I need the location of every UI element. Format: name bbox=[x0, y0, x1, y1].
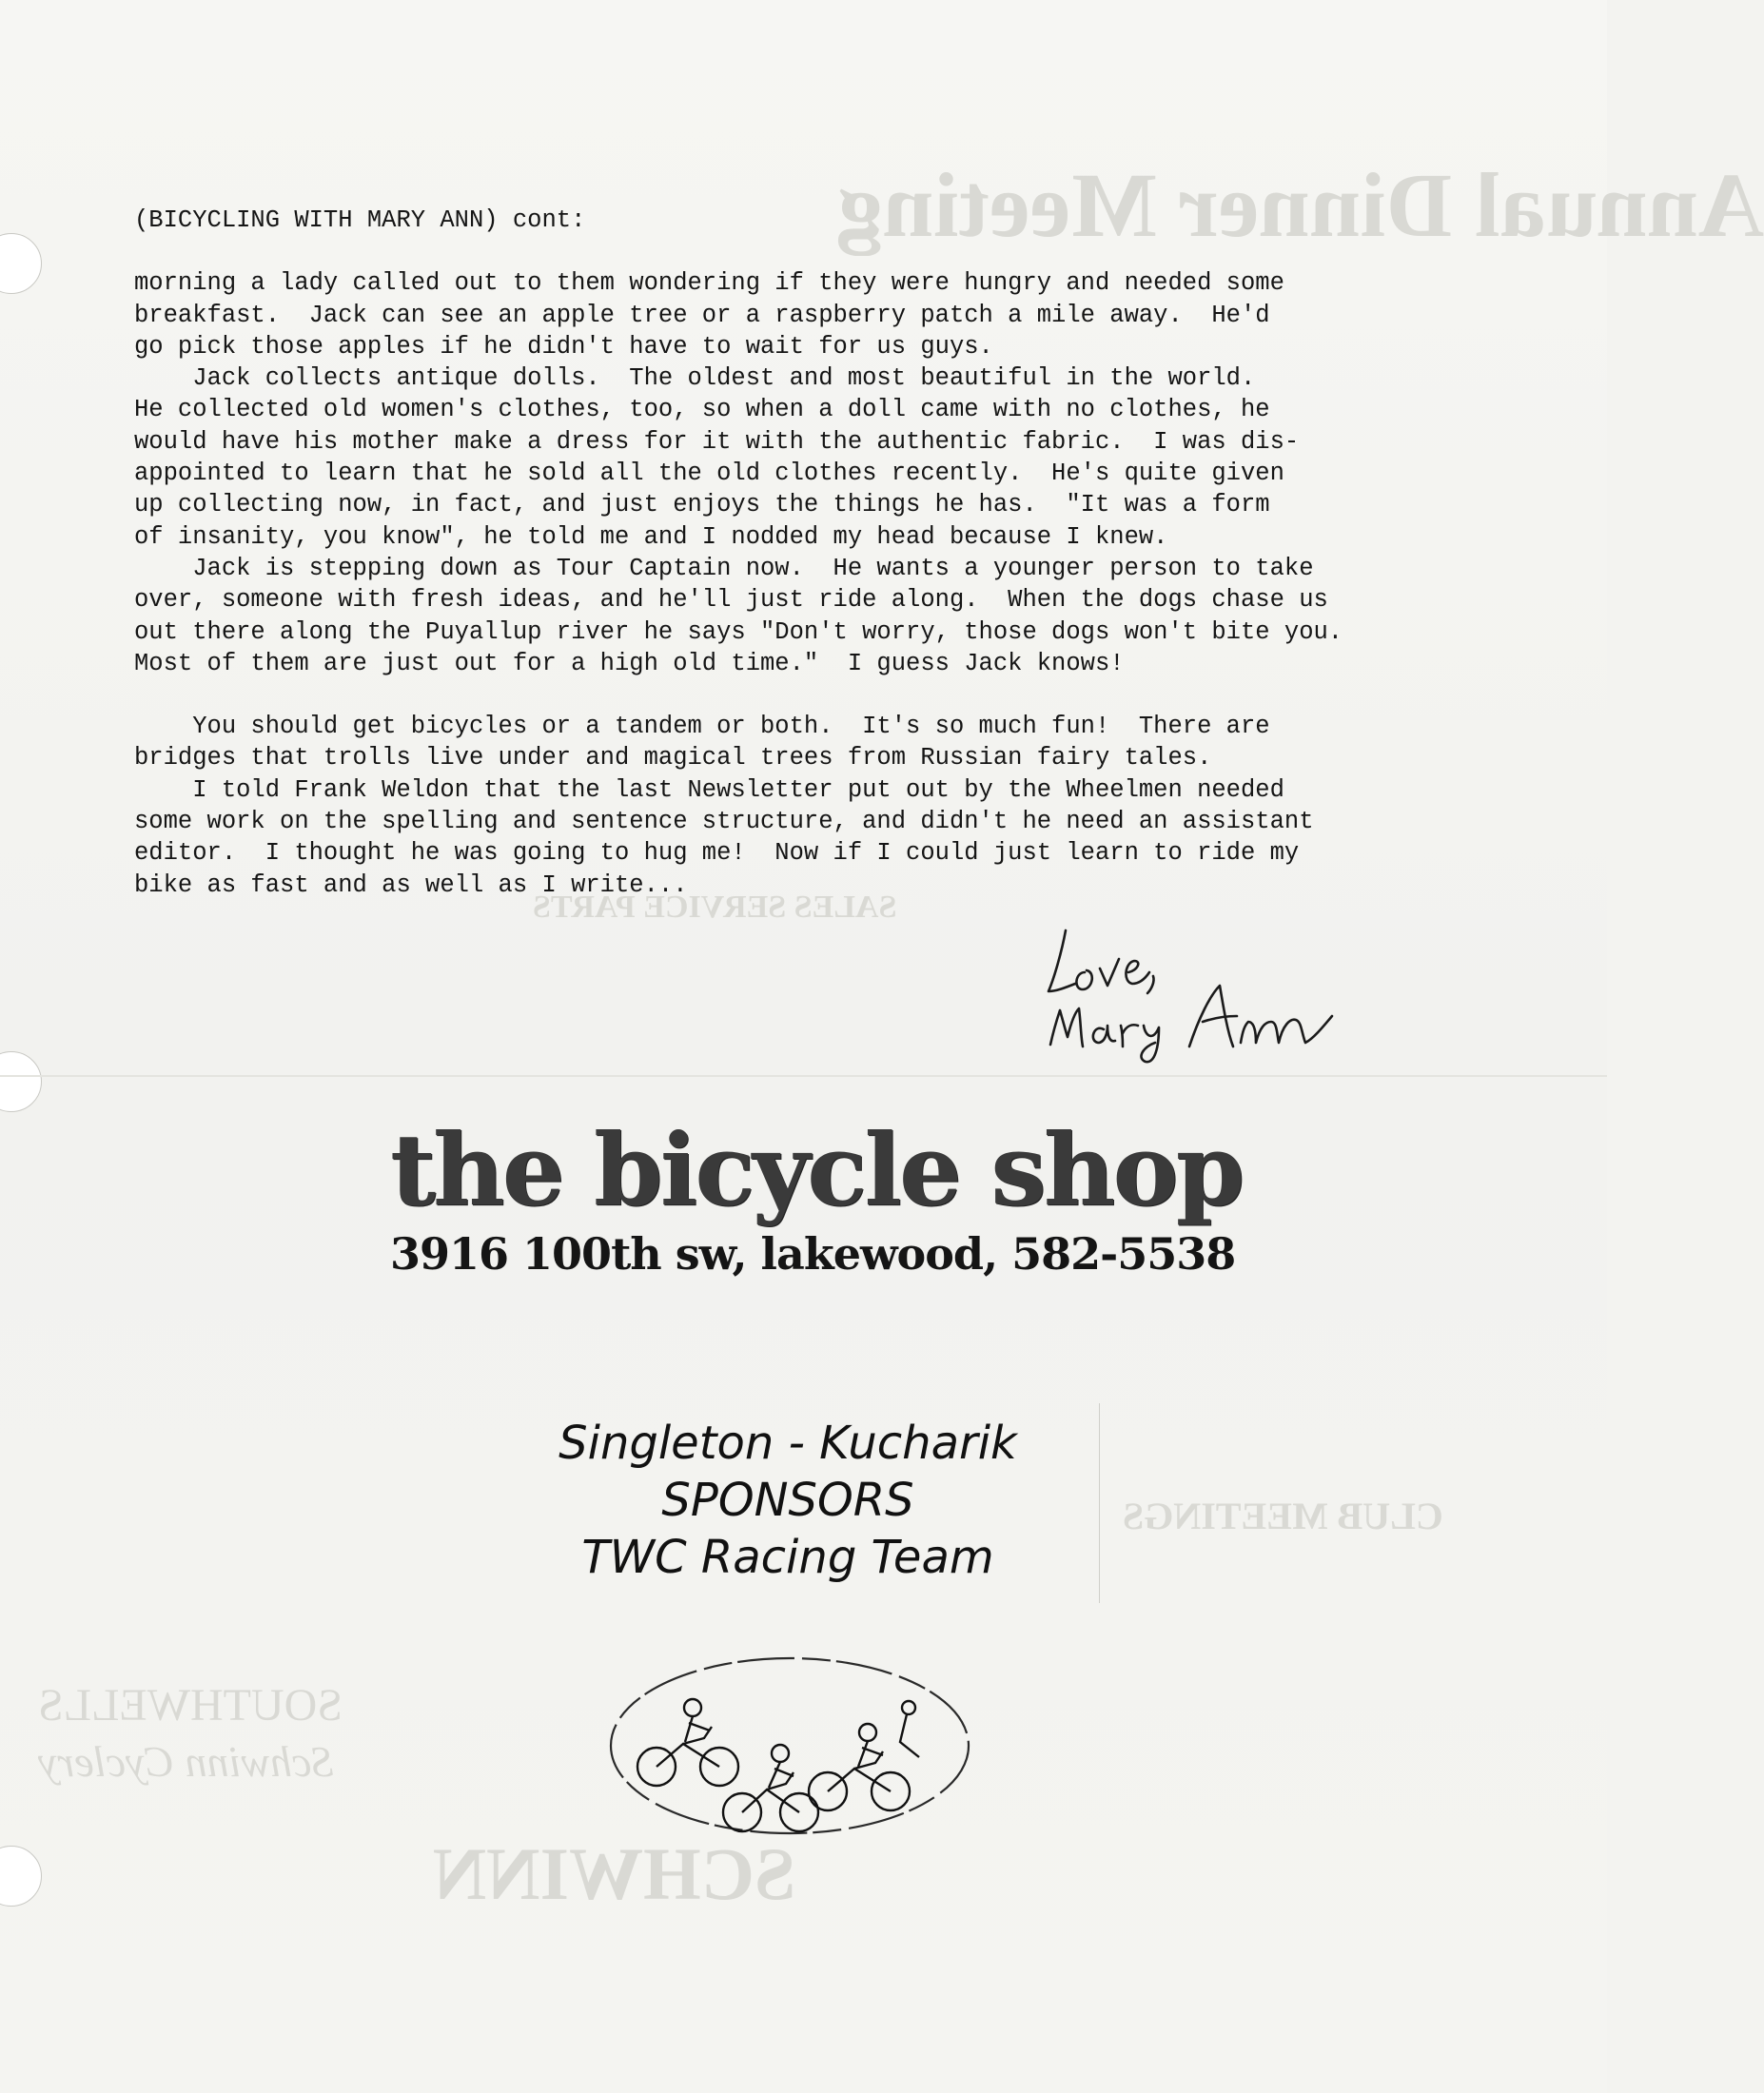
letter-line: Jack collects antique dolls. The oldest and most beautiful in the world. bbox=[134, 364, 1256, 393]
letter-heading: (BICYCLING WITH MARY ANN) cont: bbox=[134, 206, 586, 234]
cyclists-drawing bbox=[599, 1651, 970, 1841]
letter-line: breakfast. Jack can see an apple tree or a raspberry patch a mile away. He'd bbox=[134, 301, 1270, 329]
letter-line: Most of them are just out for a high old time." I guess Jack knows! bbox=[134, 649, 1125, 677]
letter-line: bike as fast and as well as I write... bbox=[134, 870, 688, 899]
sponsor-text bbox=[493, 1415, 1083, 1586]
shop-name: the bicycle shop bbox=[390, 1111, 1243, 1228]
paragraph-gap bbox=[134, 679, 1485, 711]
bleed-through-schwinn: SCHWINN bbox=[433, 1832, 796, 1915]
binder-hole-middle bbox=[0, 1051, 42, 1112]
shop-address: 3916 100th sw, lakewood, 582-5538 bbox=[390, 1228, 1236, 1280]
letter-line: go pick those apples if he didn't have to wait for us guys. bbox=[134, 332, 993, 361]
letter-line: editor. I thought he was going to hug me! Now if I could just learn to ride my bbox=[134, 839, 1300, 868]
sponsor-line-team: TWC Racing Team bbox=[581, 1531, 994, 1584]
letter-line: Jack is stepping down as Tour Captain now. He wants a younger person to take bbox=[134, 554, 1314, 582]
letter-line: some work on the spelling and sentence structure, and didn't he need an assistant bbox=[134, 808, 1314, 836]
letter-line: appointed to learn that he sold all the old clothes recently. He's quite given bbox=[134, 460, 1284, 488]
bleed-through-cyclery: Schwinn Cyclery bbox=[38, 1737, 334, 1786]
handwritten-signature bbox=[1037, 904, 1380, 1066]
fold-crease bbox=[0, 1075, 1607, 1077]
letter-line: He collected old women's clothes, too, so when a doll came with no clothes, he bbox=[134, 396, 1270, 424]
binder-hole-top bbox=[0, 233, 42, 294]
sponsor-notice bbox=[485, 1403, 1100, 1603]
bleed-through-sales: SALES SERVICE PARTS bbox=[533, 890, 897, 925]
letter-line: of insanity, you know", he told me and I nodded my head because I knew. bbox=[134, 522, 1168, 551]
bleed-through-club: CLUB MEETINGS bbox=[1123, 1495, 1443, 1537]
binder-hole-bottom bbox=[0, 1846, 42, 1907]
bleed-through-southwells: SOUTHWELLS bbox=[38, 1680, 343, 1731]
sponsor-line-names: Singleton - Kucharik bbox=[559, 1417, 1017, 1470]
letter-line: You should get bicycles or a tandem or both. It's so much fun! There are bbox=[134, 713, 1270, 741]
letter-line: would have his mother make a dress for it with the authentic fabric. I was dis- bbox=[134, 427, 1300, 456]
letter-line: up collecting now, in fact, and just enjoys the things he has. "It was a form bbox=[134, 491, 1270, 519]
letter-line: I told Frank Weldon that the last Newsletter put out by the Wheelmen needed bbox=[134, 775, 1284, 804]
letter-line: over, someone with fresh ideas, and he'll just ride along. When the dogs chase us bbox=[134, 586, 1328, 615]
sponsor-line-sponsors: SPONSORS bbox=[661, 1474, 914, 1527]
letter-line: out there along the Puyallup river he says "Don't worry, those dogs won't bite you. bbox=[134, 617, 1343, 646]
letter-body bbox=[134, 205, 1485, 901]
bleed-through-title: Annual Dinner Meeting bbox=[837, 154, 1764, 256]
letter-line: bridges that trolls live under and magical trees from Russian fairy tales. bbox=[134, 744, 1212, 773]
letter-line: morning a lady called out to them wondering if they were hungry and needed some bbox=[134, 269, 1284, 298]
bicycle-shop-ad bbox=[390, 1111, 1246, 1280]
